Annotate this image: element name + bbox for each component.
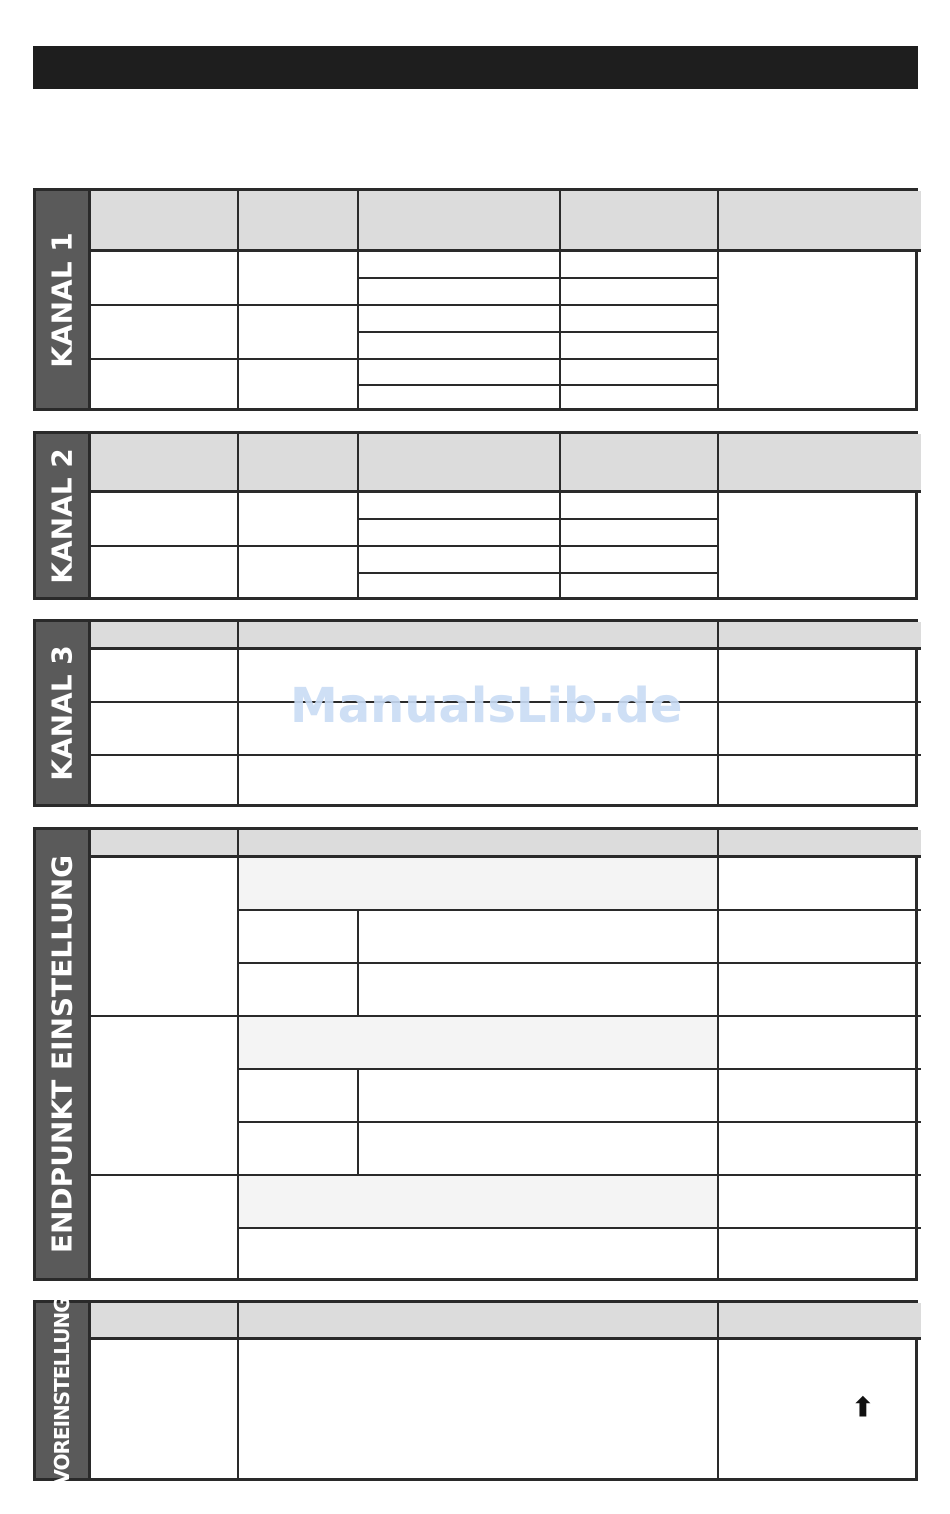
table-cell (239, 252, 359, 306)
table-cell (359, 333, 561, 360)
table-cell (91, 360, 239, 408)
section-label-kanal-2: KANAL 2 (36, 434, 91, 597)
header-cell (359, 434, 561, 493)
table-cell (719, 1340, 921, 1478)
section-label-kanal-3: KANAL 3 (36, 622, 91, 804)
table-cell (719, 756, 921, 804)
table-cell (561, 520, 719, 547)
table-cell (91, 756, 239, 804)
table-cell (91, 1176, 239, 1278)
watermark: ManualsLib.de (290, 678, 683, 734)
table-cell (359, 386, 561, 408)
header-cell (91, 830, 239, 858)
table-cell (239, 1340, 719, 1478)
table-cell (239, 911, 359, 964)
section-endpunkt-einstellung (33, 827, 918, 1281)
table-cell (719, 1176, 921, 1229)
table-cell (561, 333, 719, 360)
header-cell (719, 622, 921, 650)
table-cell (239, 703, 719, 756)
table-cell (359, 574, 561, 597)
table-cell (719, 911, 921, 964)
header-cell (719, 191, 921, 252)
table-cell (239, 756, 719, 804)
header-cell (719, 830, 921, 858)
section-label-kanal-1: KANAL 1 (36, 191, 91, 408)
table-cell (561, 493, 719, 520)
table-cell (719, 650, 921, 703)
table-cell (561, 252, 719, 279)
header-cell (91, 191, 239, 252)
header-cell (91, 434, 239, 493)
section-label-voreinstellung: VOREINSTELLUNG (36, 1303, 91, 1478)
header-cell (239, 830, 719, 858)
table-cell (91, 306, 239, 360)
table-cell (239, 360, 359, 408)
table-cell (561, 360, 719, 386)
table-cell (719, 703, 921, 756)
table-cell (561, 574, 719, 597)
table-cell (561, 306, 719, 333)
table-cell (239, 1017, 719, 1070)
table-cell (239, 964, 359, 1017)
table-cell (359, 360, 561, 386)
table-cell (91, 858, 239, 1017)
table-cell (239, 650, 719, 703)
table-cell (239, 1176, 719, 1229)
section-kanal-3 (33, 619, 918, 807)
table-cell (239, 1123, 359, 1176)
table-cell (719, 964, 921, 1017)
table-kanal-3 (91, 622, 915, 804)
header-cell (359, 191, 561, 252)
table-kanal-2 (91, 434, 915, 597)
table-voreinstellung (91, 1303, 915, 1478)
table-cell (719, 858, 921, 911)
table-cell (719, 1229, 921, 1278)
header-cell (561, 434, 719, 493)
table-cell (91, 252, 239, 306)
table-cell (359, 306, 561, 333)
section-label-endpunkt-einstellung: ENDPUNKT EINSTELLUNG (36, 830, 91, 1278)
table-cell (239, 493, 359, 547)
table-cell (239, 547, 359, 597)
header-cell (239, 434, 359, 493)
table-cell (561, 547, 719, 574)
header-cell (239, 191, 359, 252)
table-cell (239, 858, 719, 911)
table-cell (359, 1123, 719, 1176)
table-cell (719, 252, 921, 408)
header-cell (561, 191, 719, 252)
table-cell (91, 1017, 239, 1176)
table-cell (359, 1070, 719, 1123)
table-cell (561, 386, 719, 408)
header-cell (719, 1303, 921, 1340)
table-cell (719, 1123, 921, 1176)
table-cell (719, 1070, 921, 1123)
up-arrow-icon: ⬆ (852, 1392, 874, 1422)
table-cell (359, 520, 561, 547)
header-cell (91, 622, 239, 650)
table-cell (359, 964, 719, 1017)
table-cell (239, 306, 359, 360)
table-cell (359, 279, 561, 306)
title-bar (33, 46, 918, 89)
table-cell (91, 1340, 239, 1478)
table-cell (359, 547, 561, 574)
table-cell (91, 547, 239, 597)
table-cell (359, 911, 719, 964)
table-cell (91, 650, 239, 703)
section-kanal-1 (33, 188, 918, 411)
table-cell (91, 493, 239, 547)
table-cell (719, 1017, 921, 1070)
header-cell (91, 1303, 239, 1340)
table-kanal-1 (91, 191, 915, 408)
section-kanal-2 (33, 431, 918, 600)
table-cell (239, 1070, 359, 1123)
table-cell (719, 493, 921, 597)
header-cell (239, 622, 719, 650)
header-cell (239, 1303, 719, 1340)
table-cell (359, 252, 561, 279)
header-cell (719, 434, 921, 493)
table-endpunkt-einstellung (91, 830, 915, 1278)
table-cell (91, 703, 239, 756)
table-cell (561, 279, 719, 306)
section-voreinstellung (33, 1296, 918, 1485)
table-cell (359, 493, 561, 520)
table-cell (239, 1229, 719, 1278)
